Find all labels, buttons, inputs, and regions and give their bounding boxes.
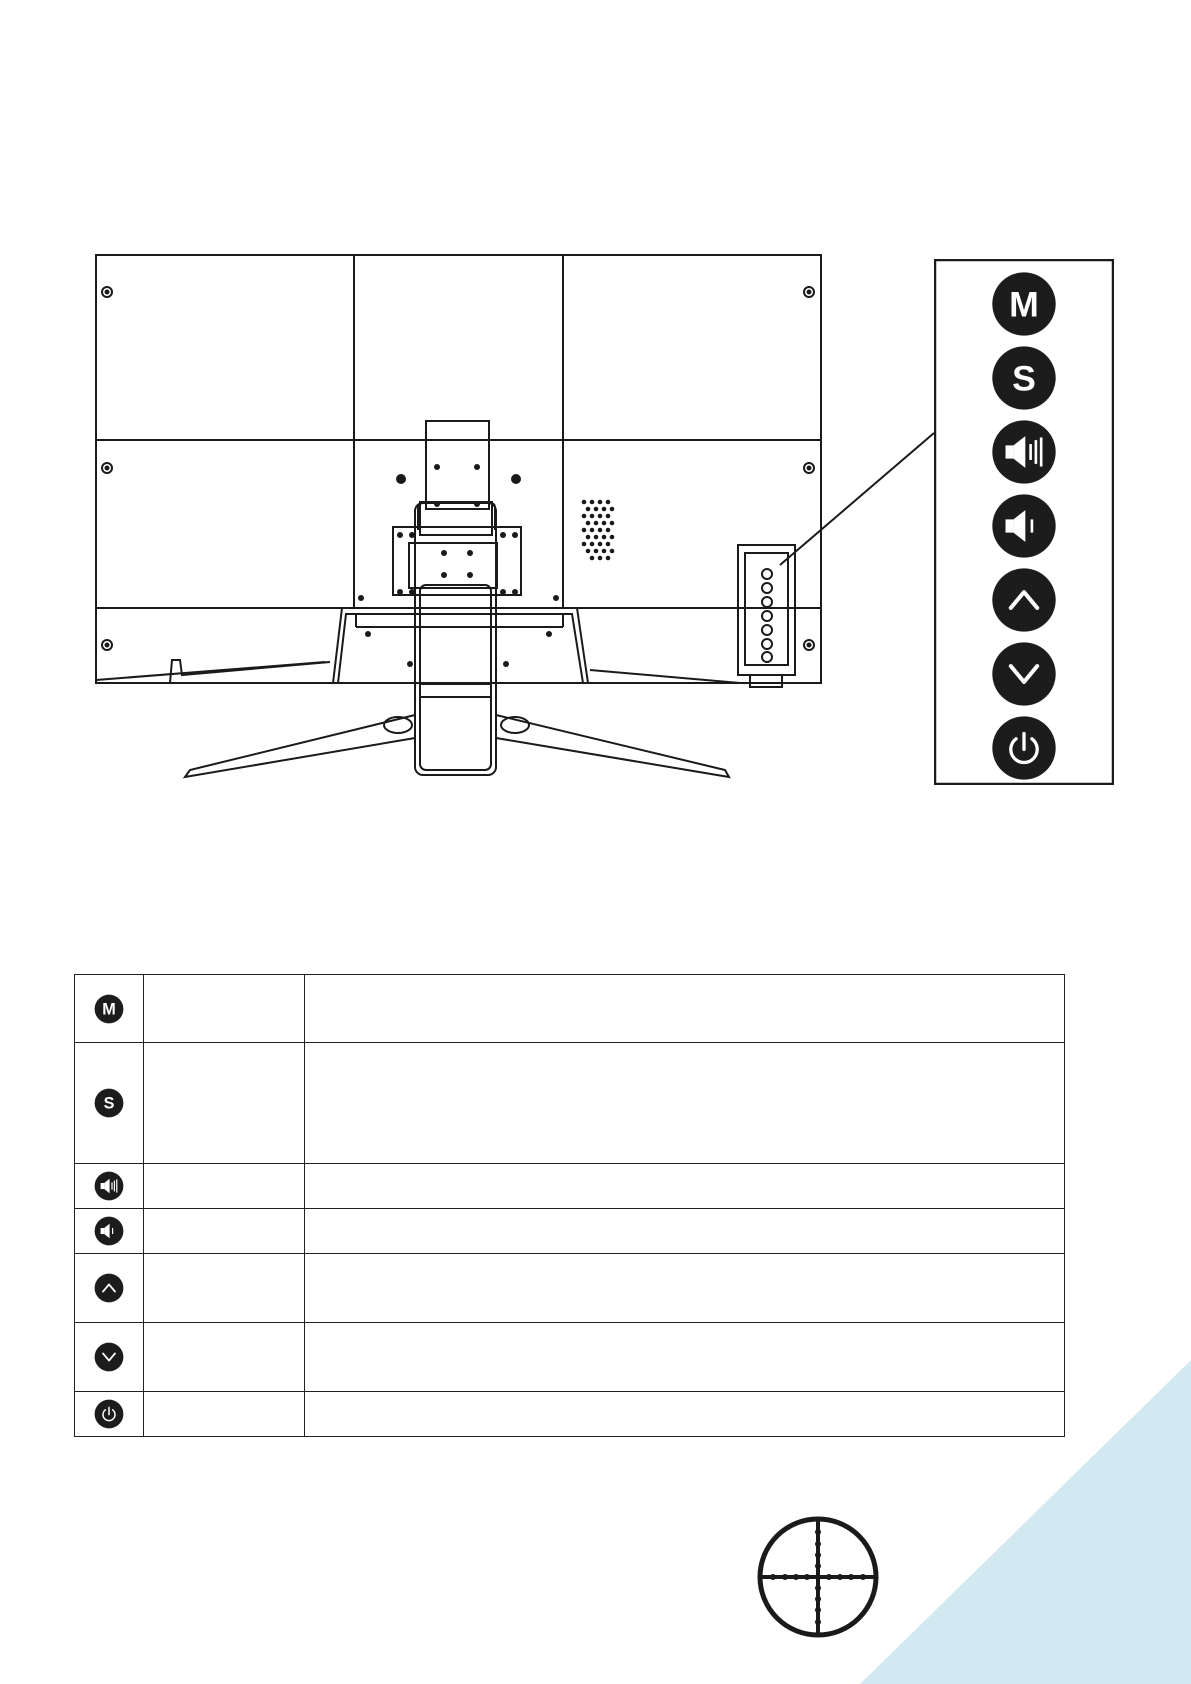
table-row (75, 1392, 1065, 1437)
table-icon-cell (75, 1392, 144, 1437)
svg-text:S: S (1012, 358, 1036, 399)
monitor-back-panel (96, 255, 821, 683)
s-letter-icon (991, 345, 1057, 411)
m-letter-icon (991, 271, 1057, 337)
monitor-side-buttons (762, 569, 772, 662)
table-name-cell (144, 975, 305, 1043)
panel-key-chevron-up (991, 567, 1057, 638)
stand-left-foot (185, 715, 415, 777)
chevron-up-icon (94, 1273, 124, 1303)
control-keys-panel (934, 259, 1114, 785)
panel-key-power (991, 715, 1057, 786)
volume-up-icon (991, 419, 1057, 485)
table-row (75, 1323, 1065, 1392)
table-row (75, 1209, 1065, 1254)
svg-text:S: S (103, 1094, 115, 1113)
table-name-cell (144, 1254, 305, 1323)
panel-key-m-letter (991, 271, 1057, 342)
table-row (75, 1043, 1065, 1164)
volume-up-icon (94, 1171, 124, 1201)
table-description-cell (305, 975, 1065, 1043)
monitor-side-button-block (738, 545, 795, 675)
table-row (75, 1164, 1065, 1209)
table-icon-cell (75, 1323, 144, 1392)
panel-key-s-letter (991, 345, 1057, 416)
table-description-cell (305, 1164, 1065, 1209)
table-icon-cell (75, 1209, 144, 1254)
stand-right-foot (496, 715, 729, 777)
table-row (75, 975, 1065, 1043)
chevron-down-icon (94, 1342, 124, 1372)
table-icon-cell (75, 1254, 144, 1323)
table-name-cell (144, 1209, 305, 1254)
table-row (75, 1254, 1065, 1323)
crosshair-reticle-icon (756, 1515, 880, 1639)
m-letter-icon (94, 994, 124, 1024)
volume-down-icon (94, 1216, 124, 1246)
button-function-table (74, 974, 1065, 1437)
table-icon-cell (75, 975, 144, 1043)
power-icon (991, 715, 1057, 781)
speaker-grille (582, 500, 615, 561)
chevron-down-icon (991, 641, 1057, 707)
panel-key-chevron-down (991, 641, 1057, 712)
panel-key-volume-down (991, 493, 1057, 564)
table-name-cell (144, 1392, 305, 1437)
power-icon (94, 1399, 124, 1429)
table-name-cell (144, 1043, 305, 1164)
svg-text:M: M (102, 999, 116, 1018)
table-icon-cell (75, 1043, 144, 1164)
table-icon-cell (75, 1164, 144, 1209)
table-name-cell (144, 1164, 305, 1209)
callout-line (780, 433, 934, 565)
table-description-cell (305, 1392, 1065, 1437)
svg-text:M: M (1009, 284, 1039, 325)
table-name-cell (144, 1323, 305, 1392)
s-letter-icon (94, 1088, 124, 1118)
chevron-up-icon (991, 567, 1057, 633)
table-description-cell (305, 1323, 1065, 1392)
panel-key-volume-up (991, 419, 1057, 490)
table-description-cell (305, 1043, 1065, 1164)
table-description-cell (305, 1209, 1065, 1254)
table-description-cell (305, 1254, 1065, 1323)
volume-down-icon (991, 493, 1057, 559)
